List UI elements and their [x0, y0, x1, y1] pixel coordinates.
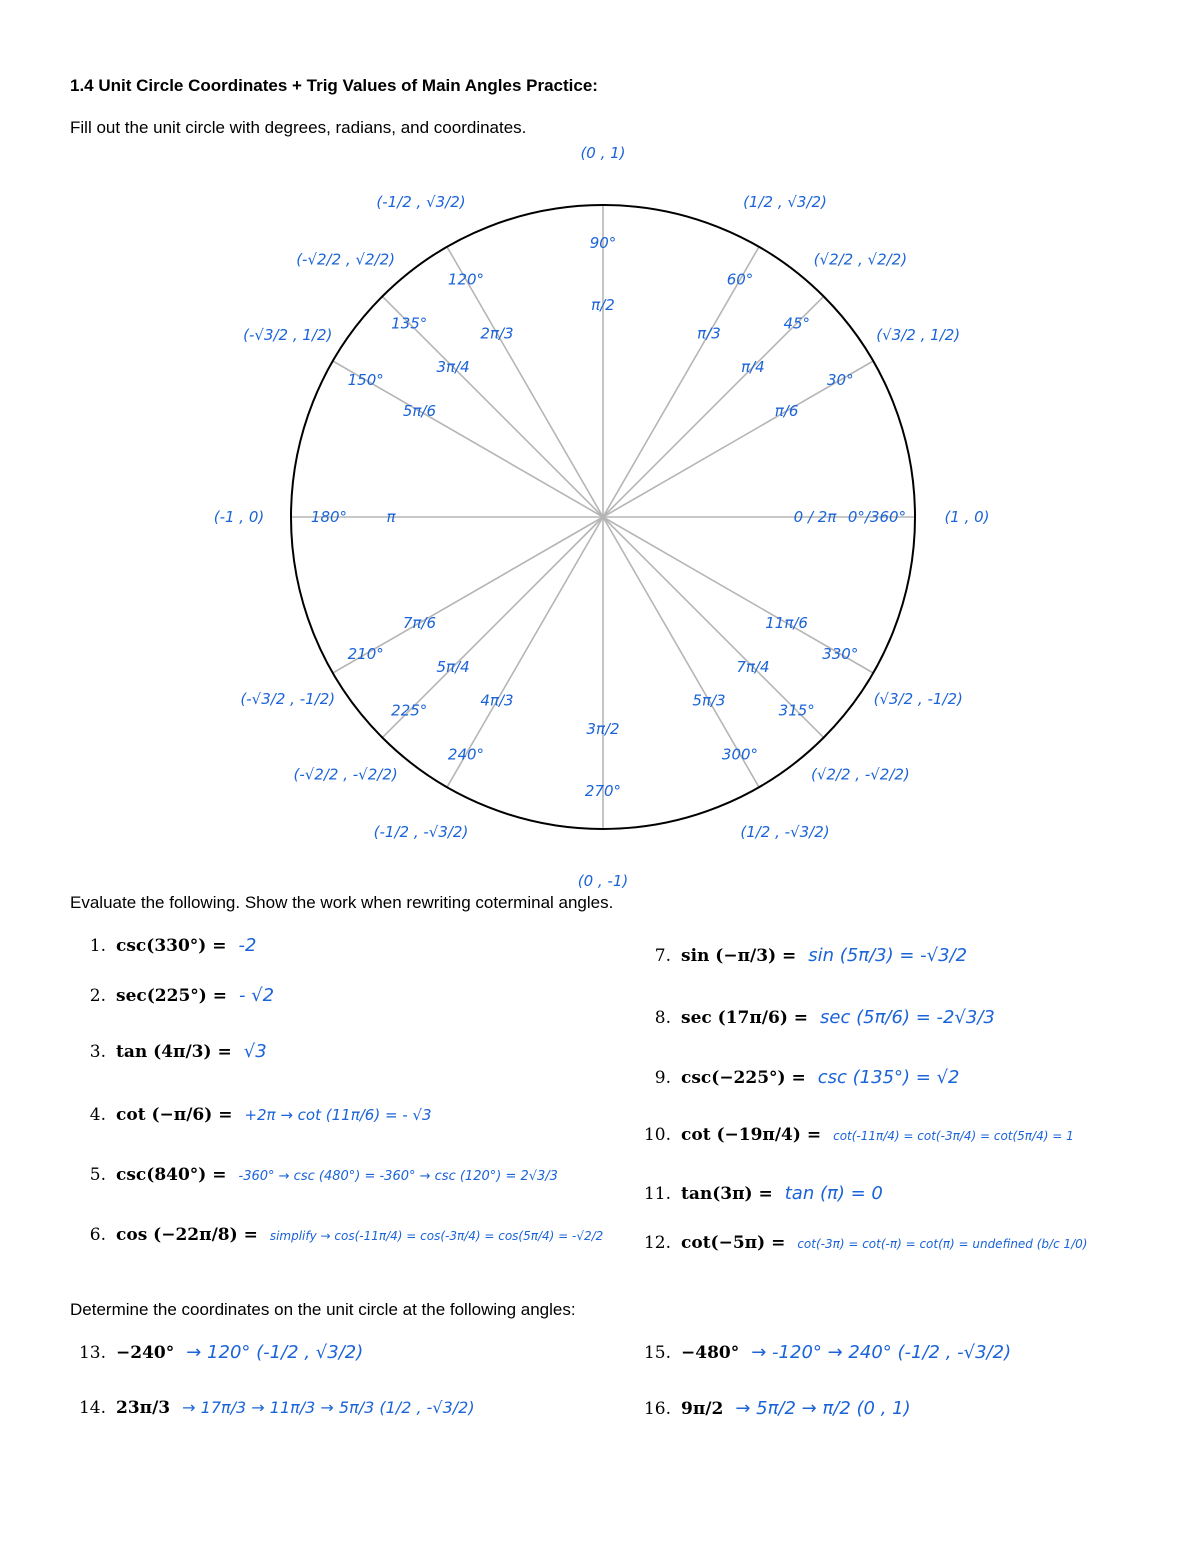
problem-2: 2. sec(225°) = - √2	[89, 985, 275, 1006]
problem-5: 5. csc(840°) = -360° → csc (480°) = -360° → csc (120°) = 2√3/3	[89, 1165, 558, 1185]
degree-label-0: 0°/360°	[847, 508, 907, 526]
problem-7: 7. sin (−π/3) = sin (5π/3) = -√3/2	[654, 945, 968, 966]
degree-label-270: 270°	[584, 782, 622, 800]
problem-15: 15. −480° → -120° → 240° (-1/2 , -√3/2)	[643, 1342, 1012, 1363]
coordinate-label-300: (1/2 , -√3/2)	[740, 823, 830, 842]
coordinates-right-column	[635, 1342, 1195, 1454]
radian-label-150: 5π/6	[402, 402, 436, 420]
coordinate-label-135: (-√2/2 , √2/2)	[296, 250, 396, 269]
problem-12: 12. cot(−5π) = cot(-3π) = cot(-π) = cot(π) = undefined (b/c 1/0)	[643, 1233, 1088, 1253]
problem-6: 6. cos (−22π/8) = simplify → cos(-11π/4) = cos(-3π/4) = cos(5π/4) = -√2/2	[89, 1225, 604, 1245]
radian-label-120: 2π/3	[480, 324, 514, 343]
problem-14: 14. 23π/3 → 17π/3 → 11π/3 → 5π/3 (1/2 , -√3/2)	[78, 1398, 475, 1418]
radian-label-270: 3π/2	[586, 720, 620, 738]
degree-label-240: 240°	[447, 745, 485, 764]
coordinate-label-330: (√3/2 , -1/2)	[873, 690, 963, 708]
degree-label-210: 210°	[347, 645, 384, 663]
degree-label-150: 150°	[347, 371, 384, 389]
degree-label-45: 45°	[783, 314, 811, 333]
radian-label-135: 3π/4	[436, 358, 470, 377]
degree-label-315: 315°	[778, 701, 815, 720]
problem-3: 3. tan (4π/3) = √3	[89, 1041, 267, 1062]
radian-label-240: 4π/3	[480, 691, 514, 710]
radian-label-30: π/6	[774, 402, 799, 420]
radian-label-60: π/3	[697, 324, 721, 343]
degree-label-300: 300°	[721, 745, 759, 764]
problem-8: 8. sec (17π/6) = sec (5π/6) = -2√3/3	[654, 1007, 995, 1028]
coordinate-label-0: (1 , 0)	[944, 508, 990, 526]
coordinate-label-210: (-√3/2 , -1/2)	[240, 690, 336, 708]
problem-11: 11. tan(3π) = tan (π) = 0	[643, 1183, 883, 1204]
evaluate-left-column	[70, 935, 630, 1285]
problem-13: 13. −240° → 120° (-1/2 , √3/2)	[78, 1342, 364, 1363]
coordinate-label-90: (0 , 1)	[580, 144, 626, 162]
problem-10: 10. cot (−19π/4) = cot(-11π/4) = cot(-3π/4) = cot(5π/4) = 1	[643, 1125, 1074, 1145]
coordinate-label-30: (√3/2 , 1/2)	[876, 326, 961, 344]
radian-label-90: π/2	[591, 296, 615, 314]
instructions: Fill out the unit circle with degrees, radians, and coordinates.	[70, 118, 527, 137]
problem-4: 4. cot (−π/6) = +2π → cot (11π/6) = - √3	[89, 1105, 432, 1125]
coordinate-label-315: (√2/2 , -√2/2)	[810, 765, 910, 784]
coordinate-label-60: (1/2 , √3/2)	[743, 192, 827, 211]
radian-label-330: 11π/6	[765, 614, 808, 632]
evaluate-right-column	[635, 945, 1195, 1293]
coordinate-label-225: (-√2/2 , -√2/2)	[293, 765, 398, 784]
radian-label-180: π	[386, 508, 396, 526]
degree-label-90: 90°	[589, 234, 617, 252]
radian-label-45: π/4	[741, 358, 765, 377]
problem-1: 1. csc(330°) = -2	[89, 935, 257, 956]
radian-label-0: 0 / 2π	[793, 508, 837, 526]
coordinate-label-240: (-1/2 , -√3/2)	[373, 823, 469, 842]
radian-label-225: 5π/4	[436, 657, 470, 676]
degree-label-60: 60°	[726, 270, 754, 289]
radian-label-315: 7π/4	[736, 657, 770, 676]
coordinate-label-150: (-√3/2 , 1/2)	[243, 326, 333, 344]
radian-label-210: 7π/6	[402, 614, 436, 632]
coordinate-label-270: (0 , -1)	[577, 872, 629, 890]
evaluate-heading: Evaluate the following. Show the work when rewriting coterminal angles.	[70, 893, 614, 912]
coordinate-label-45: (√2/2 , √2/2)	[813, 250, 908, 269]
degree-label-225: 225°	[391, 701, 428, 720]
degree-label-330: 330°	[822, 645, 859, 663]
degree-label-30: 30°	[826, 371, 854, 389]
coordinate-label-120: (-1/2 , √3/2)	[376, 192, 466, 211]
page-title: 1.4 Unit Circle Coordinates + Trig Values of Main Angles Practice:	[70, 76, 598, 95]
degree-label-180: 180°	[310, 508, 348, 526]
coordinate-label-180: (-1 , 0)	[213, 508, 265, 526]
problem-9: 9. csc(−225°) = csc (135°) = √2	[654, 1067, 960, 1088]
radian-label-300: 5π/3	[692, 691, 726, 710]
degree-label-135: 135°	[391, 314, 428, 333]
problem-16: 16. 9π/2 → 5π/2 → π/2 (0 , 1)	[643, 1398, 911, 1419]
degree-label-120: 120°	[447, 270, 485, 289]
coordinates-left-column	[70, 1342, 630, 1454]
coordinates-heading: Determine the coordinates on the unit circle at the following angles:	[70, 1300, 576, 1319]
